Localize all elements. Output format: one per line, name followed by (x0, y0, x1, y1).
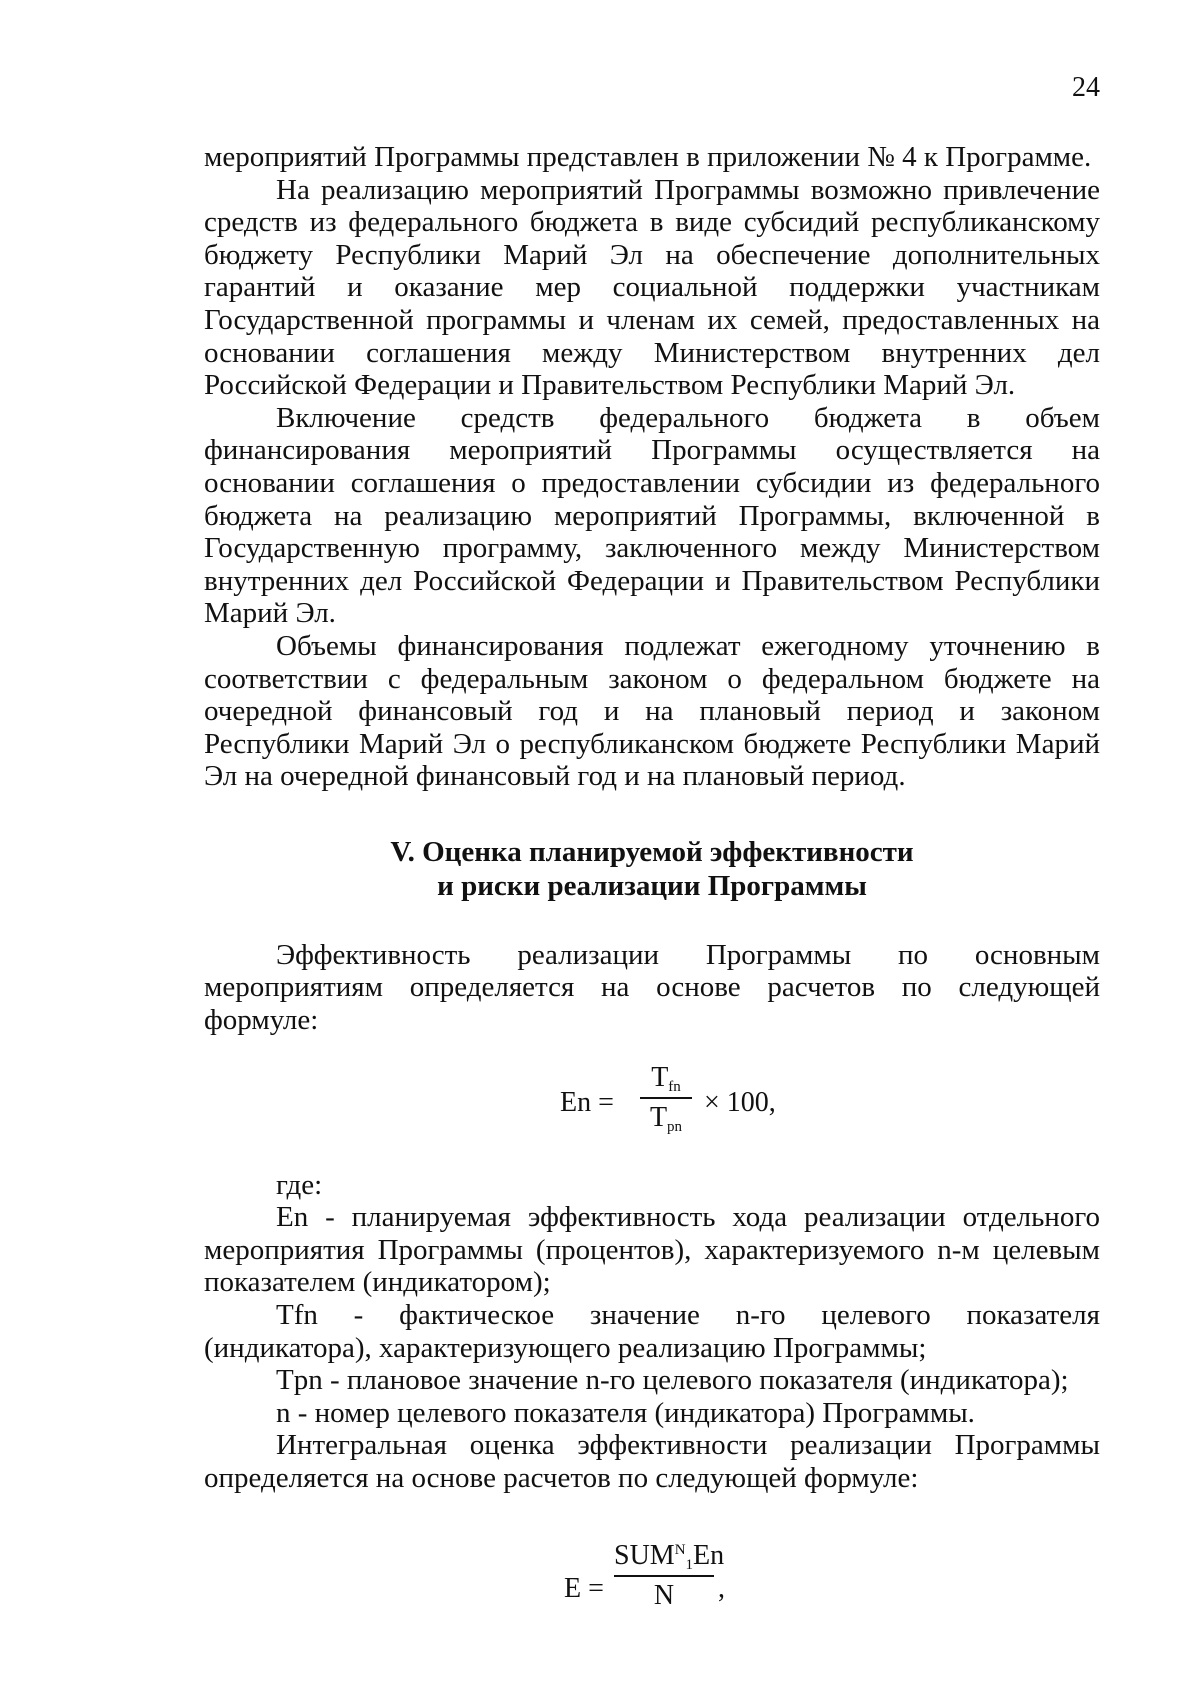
definition-item: Tfn - фактическое значение n-го целевого показателя (индикатора), характеризующего реализацию Программы; (204, 1299, 1100, 1364)
paragraph: На реализацию мероприятий Программы возможно привлечение средств из федерального бюджета в виде субсидий республиканскому бюджету Республики Марий Эл на обеспечение дополнительных гарантий и оказание мер социальной поддержки участникам Государственной программы и членам их семей, предоставленных на основании соглашения между Министерством внутренних дел Российской Федерации и Правительством Республики Марий Эл. (204, 173, 1100, 402)
formula-lhs: En = (560, 1086, 614, 1118)
fraction-bar (614, 1575, 714, 1577)
paragraph: Включение средств федерального бюджета в объем финансирования мероприятий Программы осуществляется на основании соглашения о предоставлении субсидии из федерального бюджета на реализацию мероприятий Программы, включенной в Государственную программу, заключенного между Министерством внутренних дел Российской Федерации и Правительством Республики Марий Эл. (204, 401, 1100, 630)
paragraph: Объемы финансирования подлежат ежегодному уточнению в соответствии с федеральным законом о федеральном бюджете на очередной финансовый год и на плановый период и законом Республики Марий Эл о республиканском бюджете Республики Марий Эл на очередной финансовый год и на плановый период. (204, 629, 1100, 793)
section-heading (204, 835, 1100, 903)
paragraph: мероприятий Программы представлен в приложении № 4 к Программе. (204, 141, 1092, 173)
formula-numerator: $T_{fn}$ (651, 1061, 681, 1095)
integral-intro-paragraph: Интегральная оценка эффективности реализации Программы определяется на основе расчетов по следующей формуле: (204, 1429, 1100, 1494)
formula-fraction (640, 1063, 692, 1133)
formula-rhs: × 100, (704, 1086, 776, 1118)
document-body (204, 141, 1100, 1641)
formula-rhs: , (718, 1572, 725, 1604)
formula-denominator: N (653, 1579, 675, 1611)
formula-fraction (614, 1539, 725, 1611)
definition-item: n - номер целевого показателя (индикатора) Программы. (276, 1396, 975, 1429)
section-heading-line: V. Оценка планируемой эффективности (390, 835, 914, 868)
definition-item: Tpn - плановое значение n-го целевого показателя (индикатора); (276, 1364, 1069, 1397)
section-heading-line: и риски реализации Программы (437, 869, 867, 902)
formula-numerator: $SUM^N_1En$ (614, 1539, 725, 1573)
integral-formula (204, 1541, 1100, 1641)
efficiency-intro-paragraph: Эффективность реализации Программы по основным мероприятиям определяется на основе расчетов по следующей формуле: (204, 938, 1100, 1037)
formula-lhs: E = (564, 1572, 604, 1604)
efficiency-formula (204, 1045, 1100, 1155)
formula-denominator: $T_{pn}$ (649, 1101, 683, 1135)
fraction-bar (640, 1097, 692, 1099)
definition-item: En - планируемая эффективность хода реализации отдельного мероприятия Программы (процентов), характеризуемого n-м целевым показателем (индикатором); (204, 1201, 1100, 1299)
page-number: 24 (1072, 72, 1100, 103)
where-label: где: (276, 1168, 323, 1201)
